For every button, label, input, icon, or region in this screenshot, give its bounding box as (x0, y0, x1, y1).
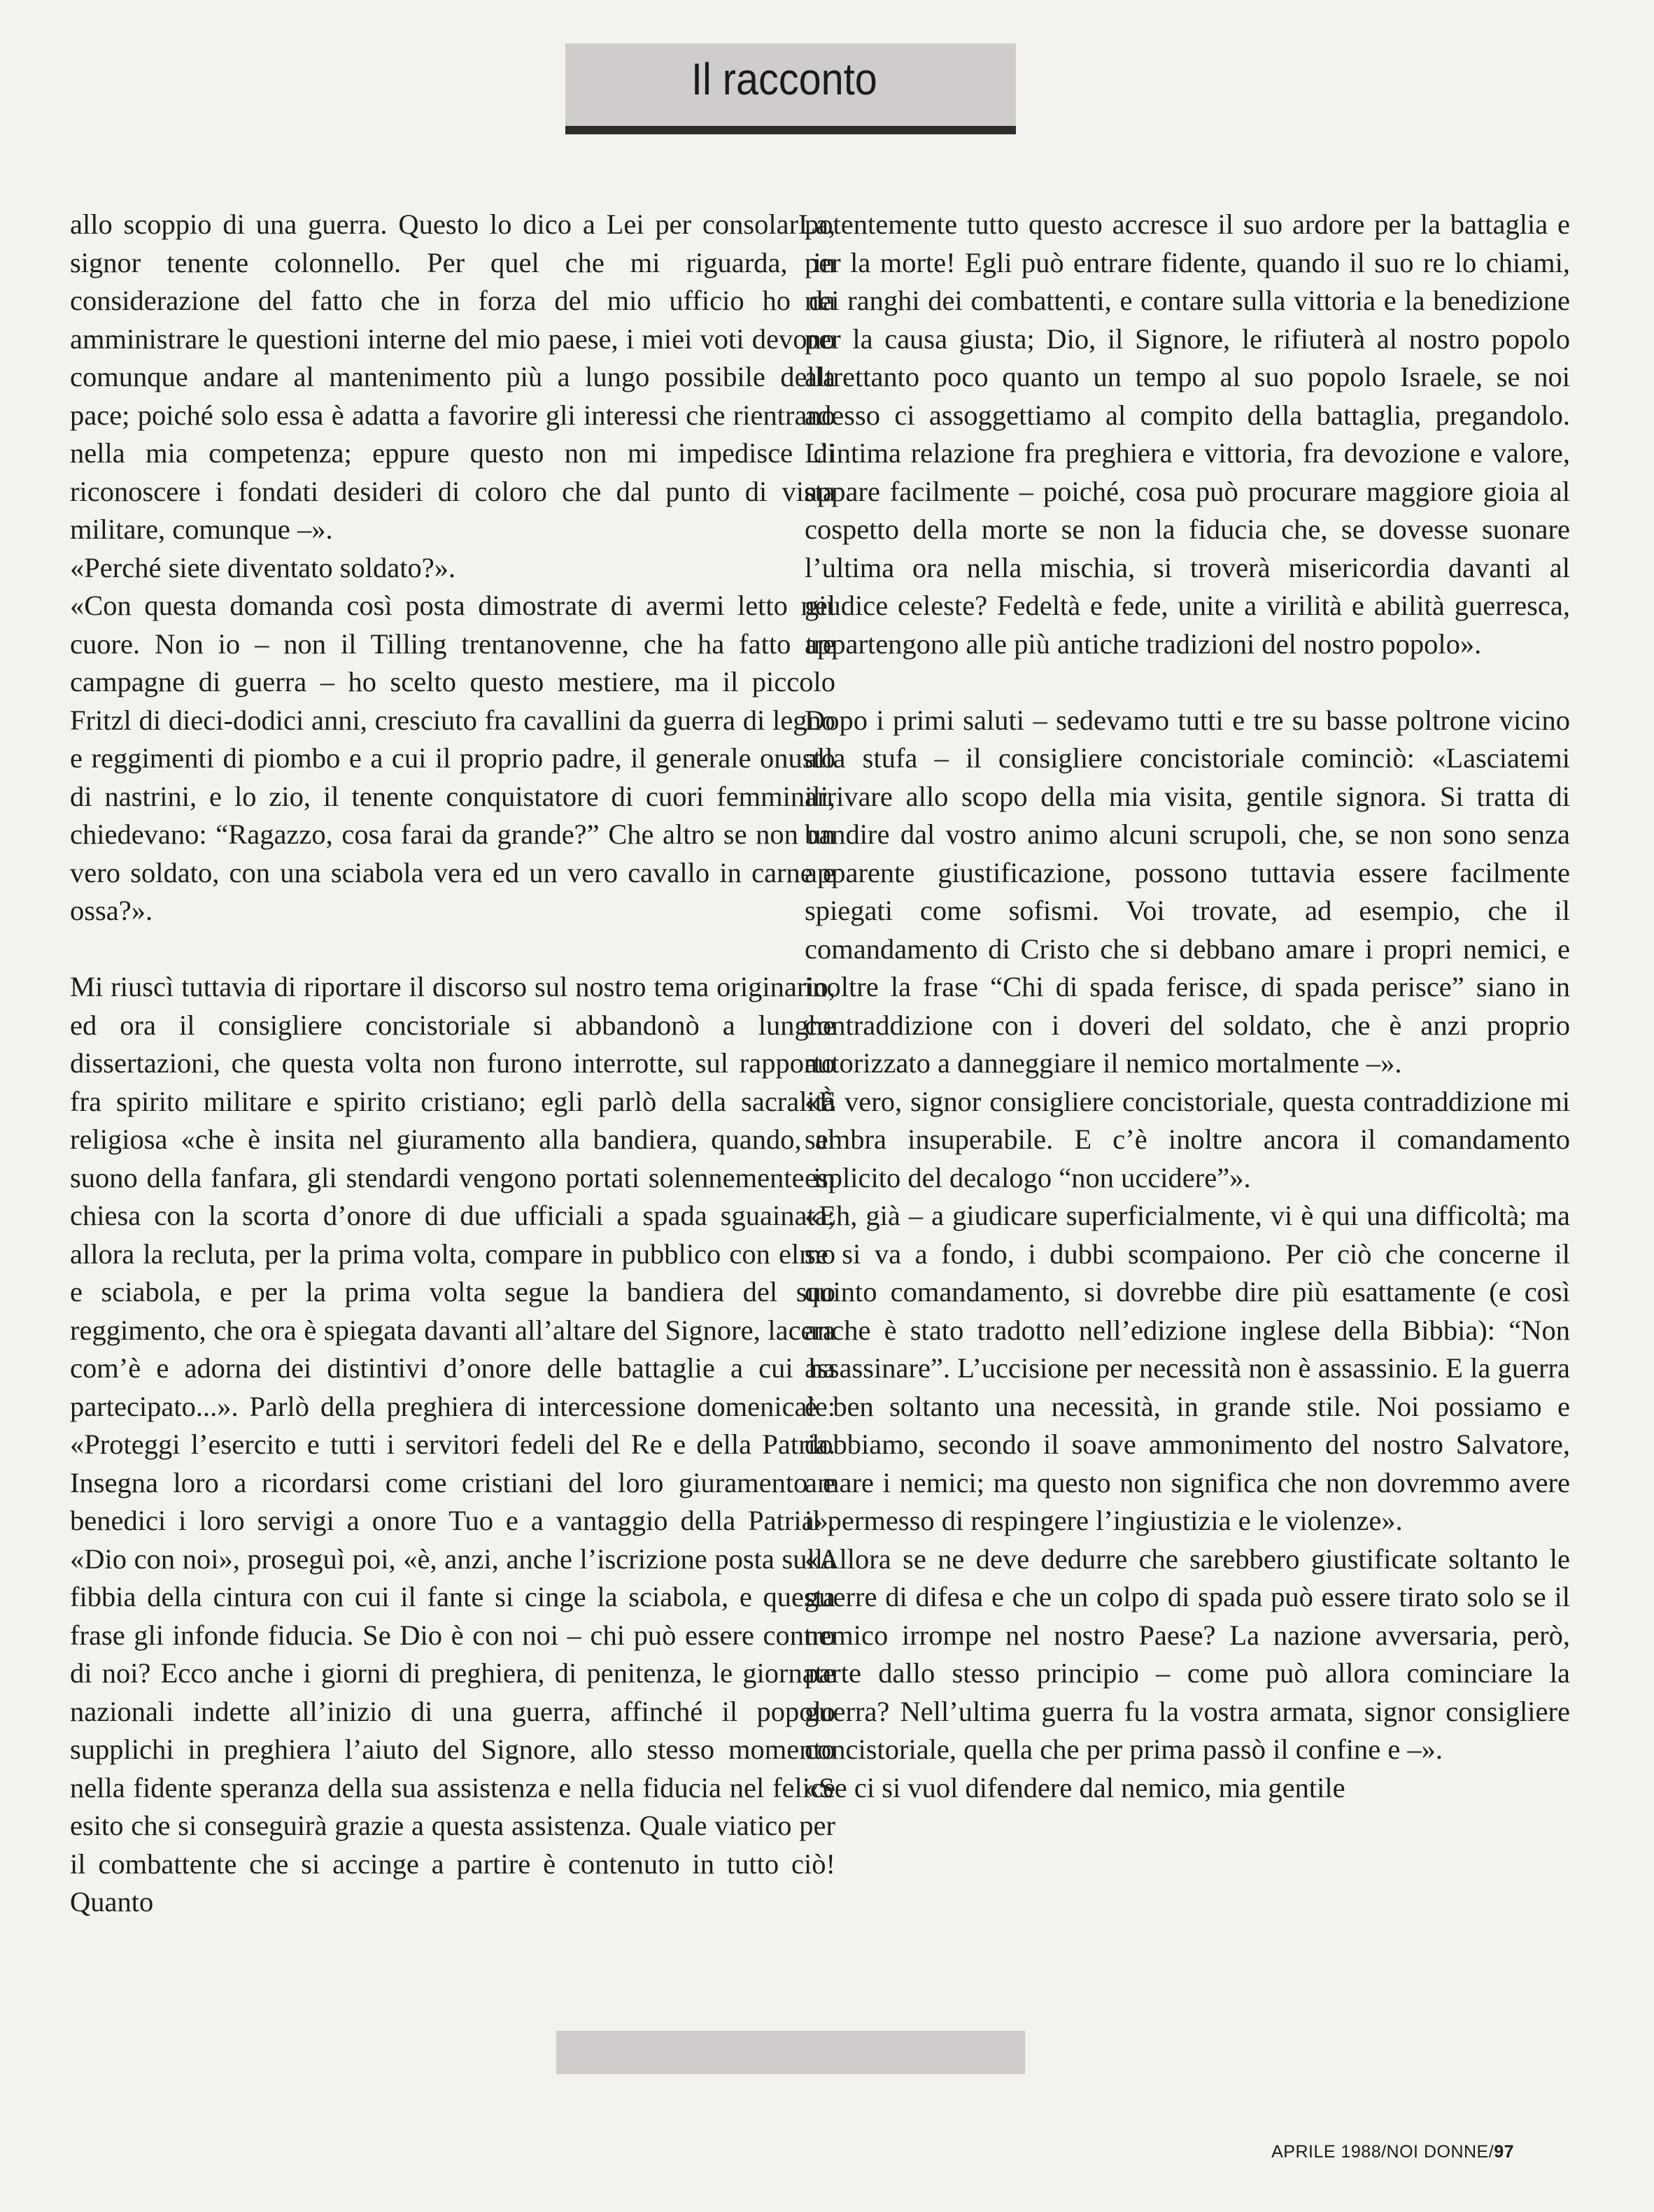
page-footer (1271, 2142, 1514, 2162)
paragraph: allo scoppio di una guerra. Questo lo dico a Lei per consolarLa, signor tenente colonnello. Per quel che mi riguarda, in considerazione del fatto che in forza del mio ufficio ho da amministrare le questioni interne del mio paese, i miei voti devono comunque andare al mantenimento più a lungo possibile della pace; poiché solo essa è adatta a favorire gli interessi che rientrano nella mia competenza; eppure questo non mi impedisce di riconoscere i fondati desideri di coloro che dal punto di vista militare, comunque –». (70, 208, 835, 545)
article-column-right (805, 206, 1570, 2019)
page-number: 97 (1494, 2142, 1514, 2162)
paragraph: «Se ci si vuol difendere dal nemico, mia gentile (805, 1771, 1345, 1803)
article-column-left (70, 206, 835, 2019)
section-header (565, 43, 1016, 134)
footer-bar (556, 2031, 1025, 2074)
paragraph: Mi riuscì tuttavia di riportare il discorso sul nostro tema originario, ed ora il consigliere concistoriale si abbandonò a lunghe dissertazioni, che questa volta non furono interrotte, sul rapporto fra spirito militare e spirito cristiano; egli parlò della sacralità religiosa «che è insita nel giuramento alla bandiera, quando, al suono della fanfara, gli stendardi vengono portati solennemente in chiesa con la scorta d’onore di due ufficiali a spada sguainata; allora la recluta, per la prima volta, compare in pubblico con elmo e sciabola, e per la prima volta segue la bandiera del suo reggimento, che ora è spiegata davanti all’altare del Signore, lacera com’è e adorna dei distintivi d’onore delle battaglie a cui ha partecipato...». Parlò della preghiera di intercessione domenicale: «Proteggi l’esercito e tutti i servitori fedeli del Re e della Patria. Insegna loro a ricordarsi come cristiani del loro giuramento e benedici i loro servigi a onore Tuo e a vantaggio della Patria». «Dio con noi», proseguì poi, «è, anzi, anche l’iscrizione posta sulla fibbia della cintura con cui il fante si cinge la sciabola, e questa frase gli infonde fiducia. Se Dio è con noi – chi può essere contro di noi? Ecco anche i giorni di preghiera, di penitenza, le giornate nazionali indette all’inizio di una guerra, affinché il popolo supplichi in preghiera l’aiuto del Signore, allo stesso momento nella fidente speranza della sua assistenza e nella fiducia nel felice esito che si conseguirà grazie a questa assistenza. Quale viatico per il combattente che si accinge a partire è contenuto in tutto ciò! Quanto (70, 971, 835, 1917)
paragraph: «È vero, signor consigliere concistoriale, questa contraddizione mi sembra insuperabile. E c’è inoltre ancora il comandamento esplicito del decalogo “non uccidere”». (805, 1085, 1570, 1193)
issue-label: APRILE 1988/NOI DONNE/ (1271, 2142, 1494, 2162)
paragraph: «Perché siete diventato soldato?». (70, 551, 456, 583)
paragraph: «Eh, già – a giudicare superficialmente, vi è qui una difficoltà; ma se si va a fondo, i dubbi scompaiono. Per ciò che concerne il quinto comandamento, si dovrebbe dire più esattamente (e così anche è stato tradotto nell’edizione inglese della Bibbia): “Non assassinare”. L’uccisione per necessità non è assassinio. E la guerra è ben soltanto una necessità, in grande stile. Noi possiamo e dobbiamo, secondo il soave ammonimento del nostro Salvatore, amare i nemici; ma questo non significa che non dovremmo avere il permesso di respingere l’ingiustizia e le violenze». (805, 1200, 1570, 1536)
paragraph: Dopo i primi saluti – sedevamo tutti e tre su basse poltrone vicino alla stufa – il consigliere concistoriale cominciò: «Lasciatemi arrivare allo scopo della mia visita, gentile signora. Si tratta di bandire dal vostro animo alcuni scrupoli, che, se non sono senza apparente giustificazione, possono tuttavia essere facilmente spiegati come sofismi. Voi trovate, ad esempio, che il comandamento di Cristo che si debbano amare i propri nemici, e inoltre la frase “Chi di spada ferisce, di spada perisce” siano in contraddizione con i doveri del soldato, che è anzi proprio autorizzato a danneggiare il nemico mortalmente –». (805, 704, 1570, 1079)
paragraph: potentemente tutto questo accresce il suo ardore per la battaglia e per la morte! Egli può entrare fidente, quando il suo re lo chiami, nei ranghi dei combattenti, e contare sulla vittoria e la benedizione per la causa giusta; Dio, il Signore, le rifiuterà al nostro popolo altrettanto poco quanto un tempo al suo popolo Israele, se noi adesso ci assoggettiamo al compito della battaglia, pregandolo. L’intima relazione fra preghiera e vittoria, fra devozione e valore, appare facilmente – poiché, cosa può procurare maggiore gioia al cospetto della morte se non la fiducia che, se dovesse suonare l’ultima ora nella mischia, si troverà misericordia davanti al giudice celeste? Fedeltà e fede, unite a virilità e abilità guerresca, appartengono alle più antiche tradizioni del nostro popolo». (805, 208, 1570, 660)
section-title: Il racconto (691, 54, 877, 104)
paragraph: «Con questa domanda così posta dimostrate di avermi letto nel cuore. Non io – non il Tilling trentanovenne, che ha fatto tre campagne di guerra – ho scelto questo mestiere, ma il piccolo Fritzl di dieci-dodici anni, cresciuto fra cavallini da guerra di legno e reggimenti di piombo e a cui il proprio padre, il generale onusto di nastrini, e lo zio, il tenente conquistatore di cuori femminili, chiedevano: “Ragazzo, cosa farai da grande?” Che altro se non un vero soldato, con una sciabola vera ed un vero cavallo in carne e ossa?». (70, 590, 835, 926)
paragraph: «Allora se ne deve dedurre che sarebbero giustificate soltanto le guerre di difesa e che un colpo di spada può essere tirato solo se il nemico irrompe nel nostro Paese? La nazione avversaria, però, parte dallo stesso principio – come può allora cominciare la guerra? Nell’ultima guerra fu la vostra armata, signor consigliere concistoriale, quella che per prima passò il confine e –». (805, 1543, 1570, 1765)
